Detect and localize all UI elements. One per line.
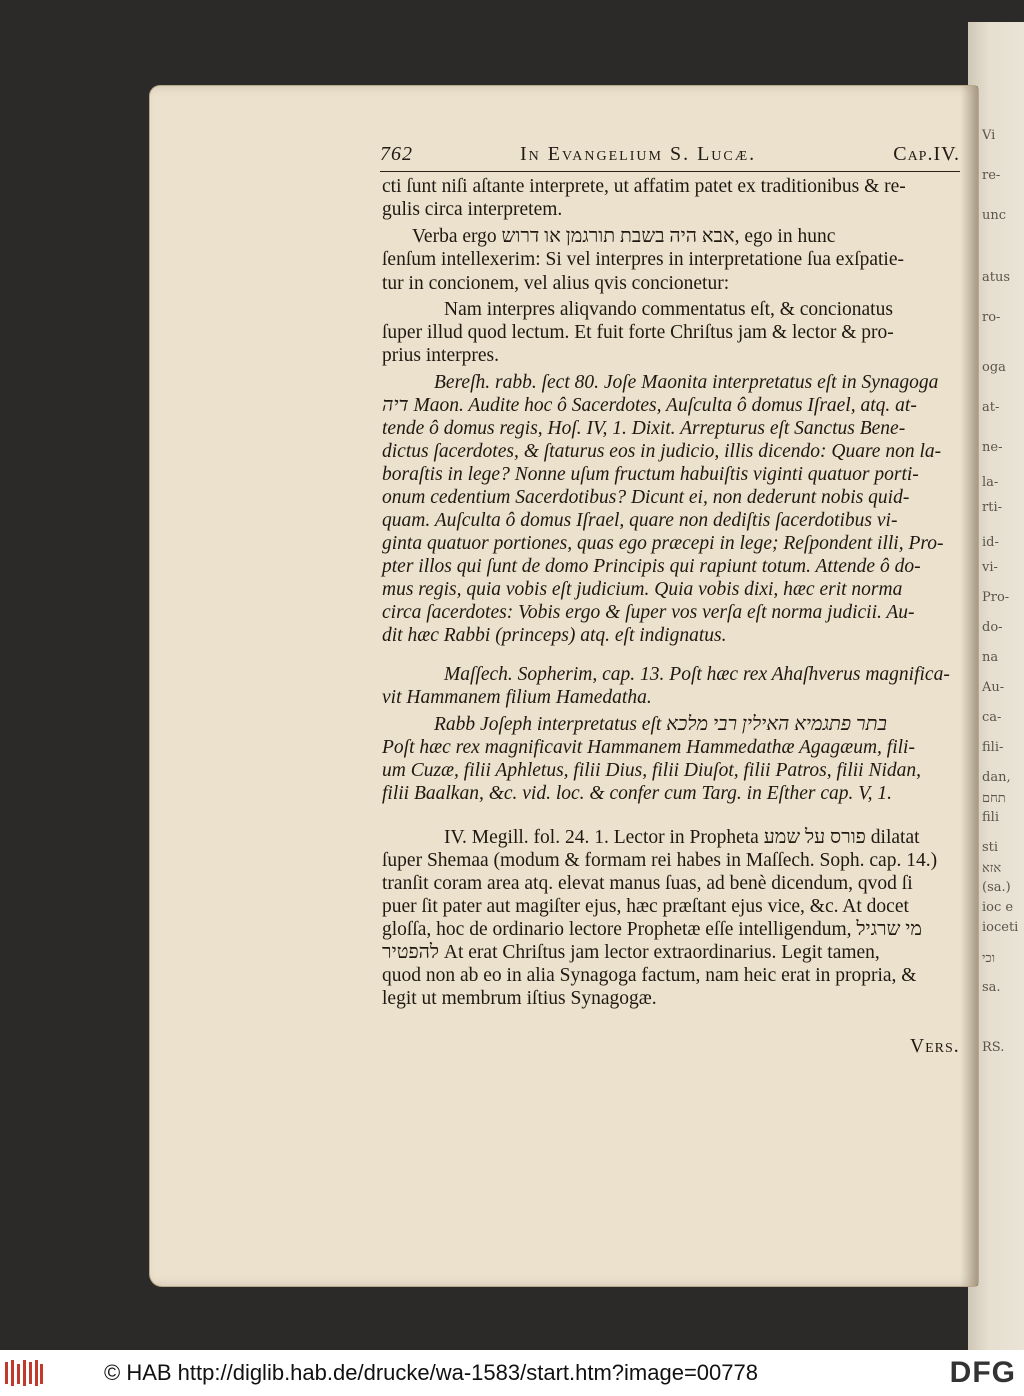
facing-page-text-fragment: vi-	[982, 560, 998, 575]
facing-page-text-fragment: ioceti	[982, 920, 1019, 935]
facing-page-text-fragment: re-	[982, 168, 1001, 183]
facing-page-text-fragment: ne-	[982, 440, 1003, 455]
facing-page-text-fragment: do-	[982, 620, 1003, 635]
text-line: cti ſunt niſi aſtante interprete, ut affatim patet ex traditionibus & re-	[382, 176, 906, 197]
text-line: quam. Auſculta ô domus Iſrael, quare non dediſtis ſacerdotibus vi-	[382, 510, 898, 531]
facing-page-text-fragment: atus	[982, 270, 1011, 285]
text-line: legit ut membrum iſtius Synagogæ.	[382, 988, 657, 1009]
facing-page-text-fragment: fili	[982, 810, 999, 825]
text-line: Nam interpres aliqvando commentatus eſt, & concionatus	[444, 299, 893, 320]
text-line: להפטיר At erat Chriſtus jam lector extraordinarius. Legit tamen,	[382, 942, 880, 963]
copyright-text[interactable]: © HAB http://diglib.hab.de/drucke/wa-1583/start.htm?image=00778	[104, 1360, 758, 1385]
text-line: Maſſech. Sopherim, cap. 13. Poſt hæc rex Ahaſhverus magnifica-	[444, 664, 950, 685]
facing-page-text-fragment: RS.	[982, 1040, 1005, 1055]
text-line: ſuper Shemaa (modum & formam rei habes in Maſſech. Soph. cap. 14.)	[382, 850, 938, 871]
text-line: ſenſum intellexerim: Si vel interpres in interpretatione ſua exſpatie-	[382, 249, 904, 270]
facing-page-text-fragment: Au-	[982, 680, 1005, 695]
facing-page-text-fragment: fili-	[982, 740, 1004, 755]
text-line: ſuper illud quod lectum. Et fuit forte Chriſtus jam & lector & pro-	[382, 322, 894, 343]
facing-page-text-fragment: sti	[982, 840, 999, 855]
facing-page-text-fragment: unc	[982, 208, 1007, 223]
text-line: dit hæc Rabbi (princeps) atq. eſt indignatus.	[382, 625, 727, 646]
text-line: mus regis, quia vobis eſt judicium. Quia vobis dixi, hæc erit norma	[382, 579, 903, 600]
facing-page-text-fragment: dan,	[982, 770, 1011, 785]
text-line: gulis circa interpretem.	[382, 199, 563, 220]
chapter-label: Cap.IV.	[893, 143, 960, 165]
text-line: boraſtis in lege? Nonne uſum fructum habuiſtis viginti quatuor porti-	[382, 464, 919, 485]
facing-page-text-fragment: אזא	[982, 861, 1002, 876]
text-line: onum cedentium Sacerdotibus? Dicunt ei, non dederunt nobis quid-	[382, 487, 910, 508]
text-line: tende ô domus regis, Hoſ. IV, 1. Dixit. Arrepturus eſt Sanctus Bene-	[382, 418, 906, 439]
facing-page-text-fragment: תחם	[982, 791, 1006, 806]
facing-page-text-fragment: oga	[982, 360, 1006, 375]
facing-page-text-fragment: ca-	[982, 710, 1002, 725]
text-line: circa ſacerdotes: Vobis ergo & ſuper vos verſa eſt norma judicii. Au-	[382, 602, 915, 623]
facing-page-text-fragment: id-	[982, 535, 999, 550]
header-rule	[380, 171, 960, 172]
facing-page-text-fragment: (sa.)	[982, 880, 1011, 895]
text-line: tranſit coram area atq. elevat manus ſuas, ad benè dicendum, qvod ſi	[382, 873, 913, 894]
facing-page-text-fragment: ioc e	[982, 900, 1014, 915]
text-line: dictus ſacerdotes, & ſtaturus eos in judicio, illis dicendo: Quare non la-	[382, 441, 942, 462]
text-line: prius interpres.	[382, 345, 499, 366]
text-line: filii Baalkan, &c. vid. loc. & confer cum Targ. in Eſther cap. V, 1.	[382, 783, 893, 804]
facing-page-text-fragment: sa.	[982, 980, 1001, 995]
text-line: vit Hammanem filium Hamedatha.	[382, 687, 652, 708]
facing-page-text-fragment: Vi	[982, 128, 996, 143]
hab-logo-icon	[4, 1358, 44, 1388]
text-line: puer ſit pater aut magiſter ejus, hæc præſtant ejus vice, &c. At docet	[382, 896, 909, 917]
facing-page-text-fragment: at-	[982, 400, 1000, 415]
facing-page-text-fragment: rti-	[982, 500, 1002, 515]
footer-bar	[0, 1350, 1024, 1396]
text-line: Poſt hæc rex magnificavit Hammanem Hammedathæ Agagæum, fili-	[382, 737, 915, 758]
dfg-logo: DFG	[949, 1356, 1016, 1389]
facing-page-text-fragment: na	[982, 650, 999, 665]
facing-page-text-fragment: ro-	[982, 310, 1001, 325]
text-line: Rabb Joſeph interpretatus eſt בתר פתגמיא האילין רבי מלכא	[434, 714, 887, 735]
text-line: pter illos qui ſunt de domo Principis qui rapiunt totum. Attende ô do-	[382, 556, 921, 577]
running-title: In Evangelium S. Lucæ.	[520, 143, 757, 165]
catchword: Vers.	[910, 1036, 960, 1057]
text-line: gloſſa, hoc de ordinario lectore Prophetæ eſſe intelligendum, מי שרגיל	[382, 919, 922, 940]
text-line: IV. Megill. fol. 24. 1. Lector in Propheta פורס על שמע dilatat	[444, 827, 920, 848]
text-line: Verba ergo אבא היה בשבת תורגמן או דרוש, ego in hunc	[412, 226, 836, 247]
text-line: tur in concionem, vel alius qvis concionetur:	[382, 273, 730, 294]
facing-page-text-fragment: Pro-	[982, 590, 1010, 605]
text-line: דיה Maon. Audite hoc ô Sacerdotes, Auſculta ô domus Iſrael, atq. at-	[382, 395, 917, 416]
page-number: 762	[380, 143, 413, 165]
facing-page-text-fragment: la-	[982, 475, 999, 490]
text-line: ginta quatuor portiones, quas ego præcepi in lege; Reſpondent illi, Pro-	[382, 533, 944, 554]
text-line: Bereſh. rabb. ſect 80. Joſe Maonita interpretatus eſt in Synagoga	[434, 372, 939, 393]
text-line: quod non ab eo in alia Synagoga factum, nam heic erat in propria, &	[382, 965, 917, 986]
text-line: um Cuzæ, filii Aphletus, filii Dius, filii Diuſot, filii Patros, filii Nidan,	[382, 760, 922, 781]
facing-page-text-fragment: וכי	[982, 951, 996, 966]
